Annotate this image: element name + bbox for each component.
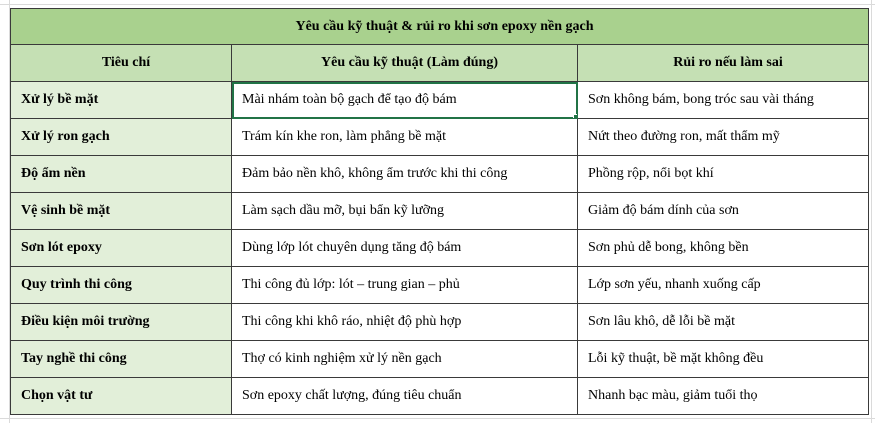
criterion-cell[interactable]: Độ ẩm nền — [11, 156, 232, 193]
requirement-cell[interactable]: Sơn epoxy chất lượng, đúng tiêu chuẩn — [232, 378, 578, 415]
risk-cell[interactable]: Nhanh bạc màu, giảm tuổi thọ — [578, 378, 869, 415]
table-title-row — [11, 9, 869, 45]
table-row — [11, 267, 869, 304]
requirement-cell[interactable]: Dùng lớp lót chuyên dụng tăng độ bám — [232, 230, 578, 267]
column-header-requirement[interactable]: Yêu cầu kỹ thuật (Làm đúng) — [232, 45, 578, 82]
risk-cell[interactable]: Nứt theo đường ron, mất thẩm mỹ — [578, 119, 869, 156]
requirement-cell[interactable]: Thi công khi khô ráo, nhiệt độ phù hợp — [232, 304, 578, 341]
table-row — [11, 378, 869, 415]
risk-cell[interactable]: Phồng rộp, nổi bọt khí — [578, 156, 869, 193]
column-header-criterion[interactable]: Tiêu chí — [11, 45, 232, 82]
risk-cell[interactable]: Giảm độ bám dính của sơn — [578, 193, 869, 230]
requirement-cell[interactable]: Trám kín khe ron, làm phẳng bề mặt — [232, 119, 578, 156]
risk-cell[interactable]: Lớp sơn yếu, nhanh xuống cấp — [578, 267, 869, 304]
table-row — [11, 82, 869, 119]
table-title[interactable]: Yêu cầu kỹ thuật & rủi ro khi sơn epoxy nền gạch — [11, 9, 869, 45]
risk-cell[interactable]: Lỗi kỹ thuật, bề mặt không đều — [578, 341, 869, 378]
epoxy-requirements-table — [10, 8, 869, 415]
criterion-cell[interactable]: Vệ sinh bề mặt — [11, 193, 232, 230]
criterion-cell[interactable]: Sơn lót epoxy — [11, 230, 232, 267]
table-row — [11, 304, 869, 341]
criterion-cell[interactable]: Tay nghề thi công — [11, 341, 232, 378]
fill-handle[interactable] — [573, 114, 578, 119]
table-row — [11, 119, 869, 156]
requirement-text: Mài nhám toàn bộ gạch để tạo độ bám — [242, 92, 457, 107]
criterion-cell[interactable]: Điều kiện môi trường — [11, 304, 232, 341]
table-header-row — [11, 45, 869, 82]
criterion-cell[interactable]: Quy trình thi công — [11, 267, 232, 304]
gridline — [0, 418, 875, 419]
criterion-cell[interactable]: Chọn vật tư — [11, 378, 232, 415]
criterion-cell[interactable]: Xử lý bề mặt — [11, 82, 232, 119]
requirement-cell[interactable]: Làm sạch dầu mỡ, bụi bẩn kỹ lưỡng — [232, 193, 578, 230]
table-row — [11, 193, 869, 230]
column-header-risk[interactable]: Rủi ro nếu làm sai — [578, 45, 869, 82]
table-row — [11, 230, 869, 267]
requirement-cell[interactable]: Thi công đủ lớp: lót – trung gian – phủ — [232, 267, 578, 304]
risk-cell[interactable]: Sơn lâu khô, dễ lỗi bề mặt — [578, 304, 869, 341]
risk-cell[interactable]: Sơn không bám, bong tróc sau vài tháng — [578, 82, 869, 119]
gridline — [0, 4, 875, 5]
criterion-cell[interactable]: Xử lý ron gạch — [11, 119, 232, 156]
requirement-cell[interactable]: Thợ có kinh nghiệm xử lý nền gạch — [232, 341, 578, 378]
gridline — [871, 0, 872, 423]
risk-cell[interactable]: Sơn phủ dễ bong, không bền — [578, 230, 869, 267]
requirement-cell-selected[interactable] — [232, 82, 578, 119]
table-row — [11, 156, 869, 193]
requirement-cell[interactable]: Đảm bảo nền khô, không ẩm trước khi thi công — [232, 156, 578, 193]
table-row — [11, 341, 869, 378]
